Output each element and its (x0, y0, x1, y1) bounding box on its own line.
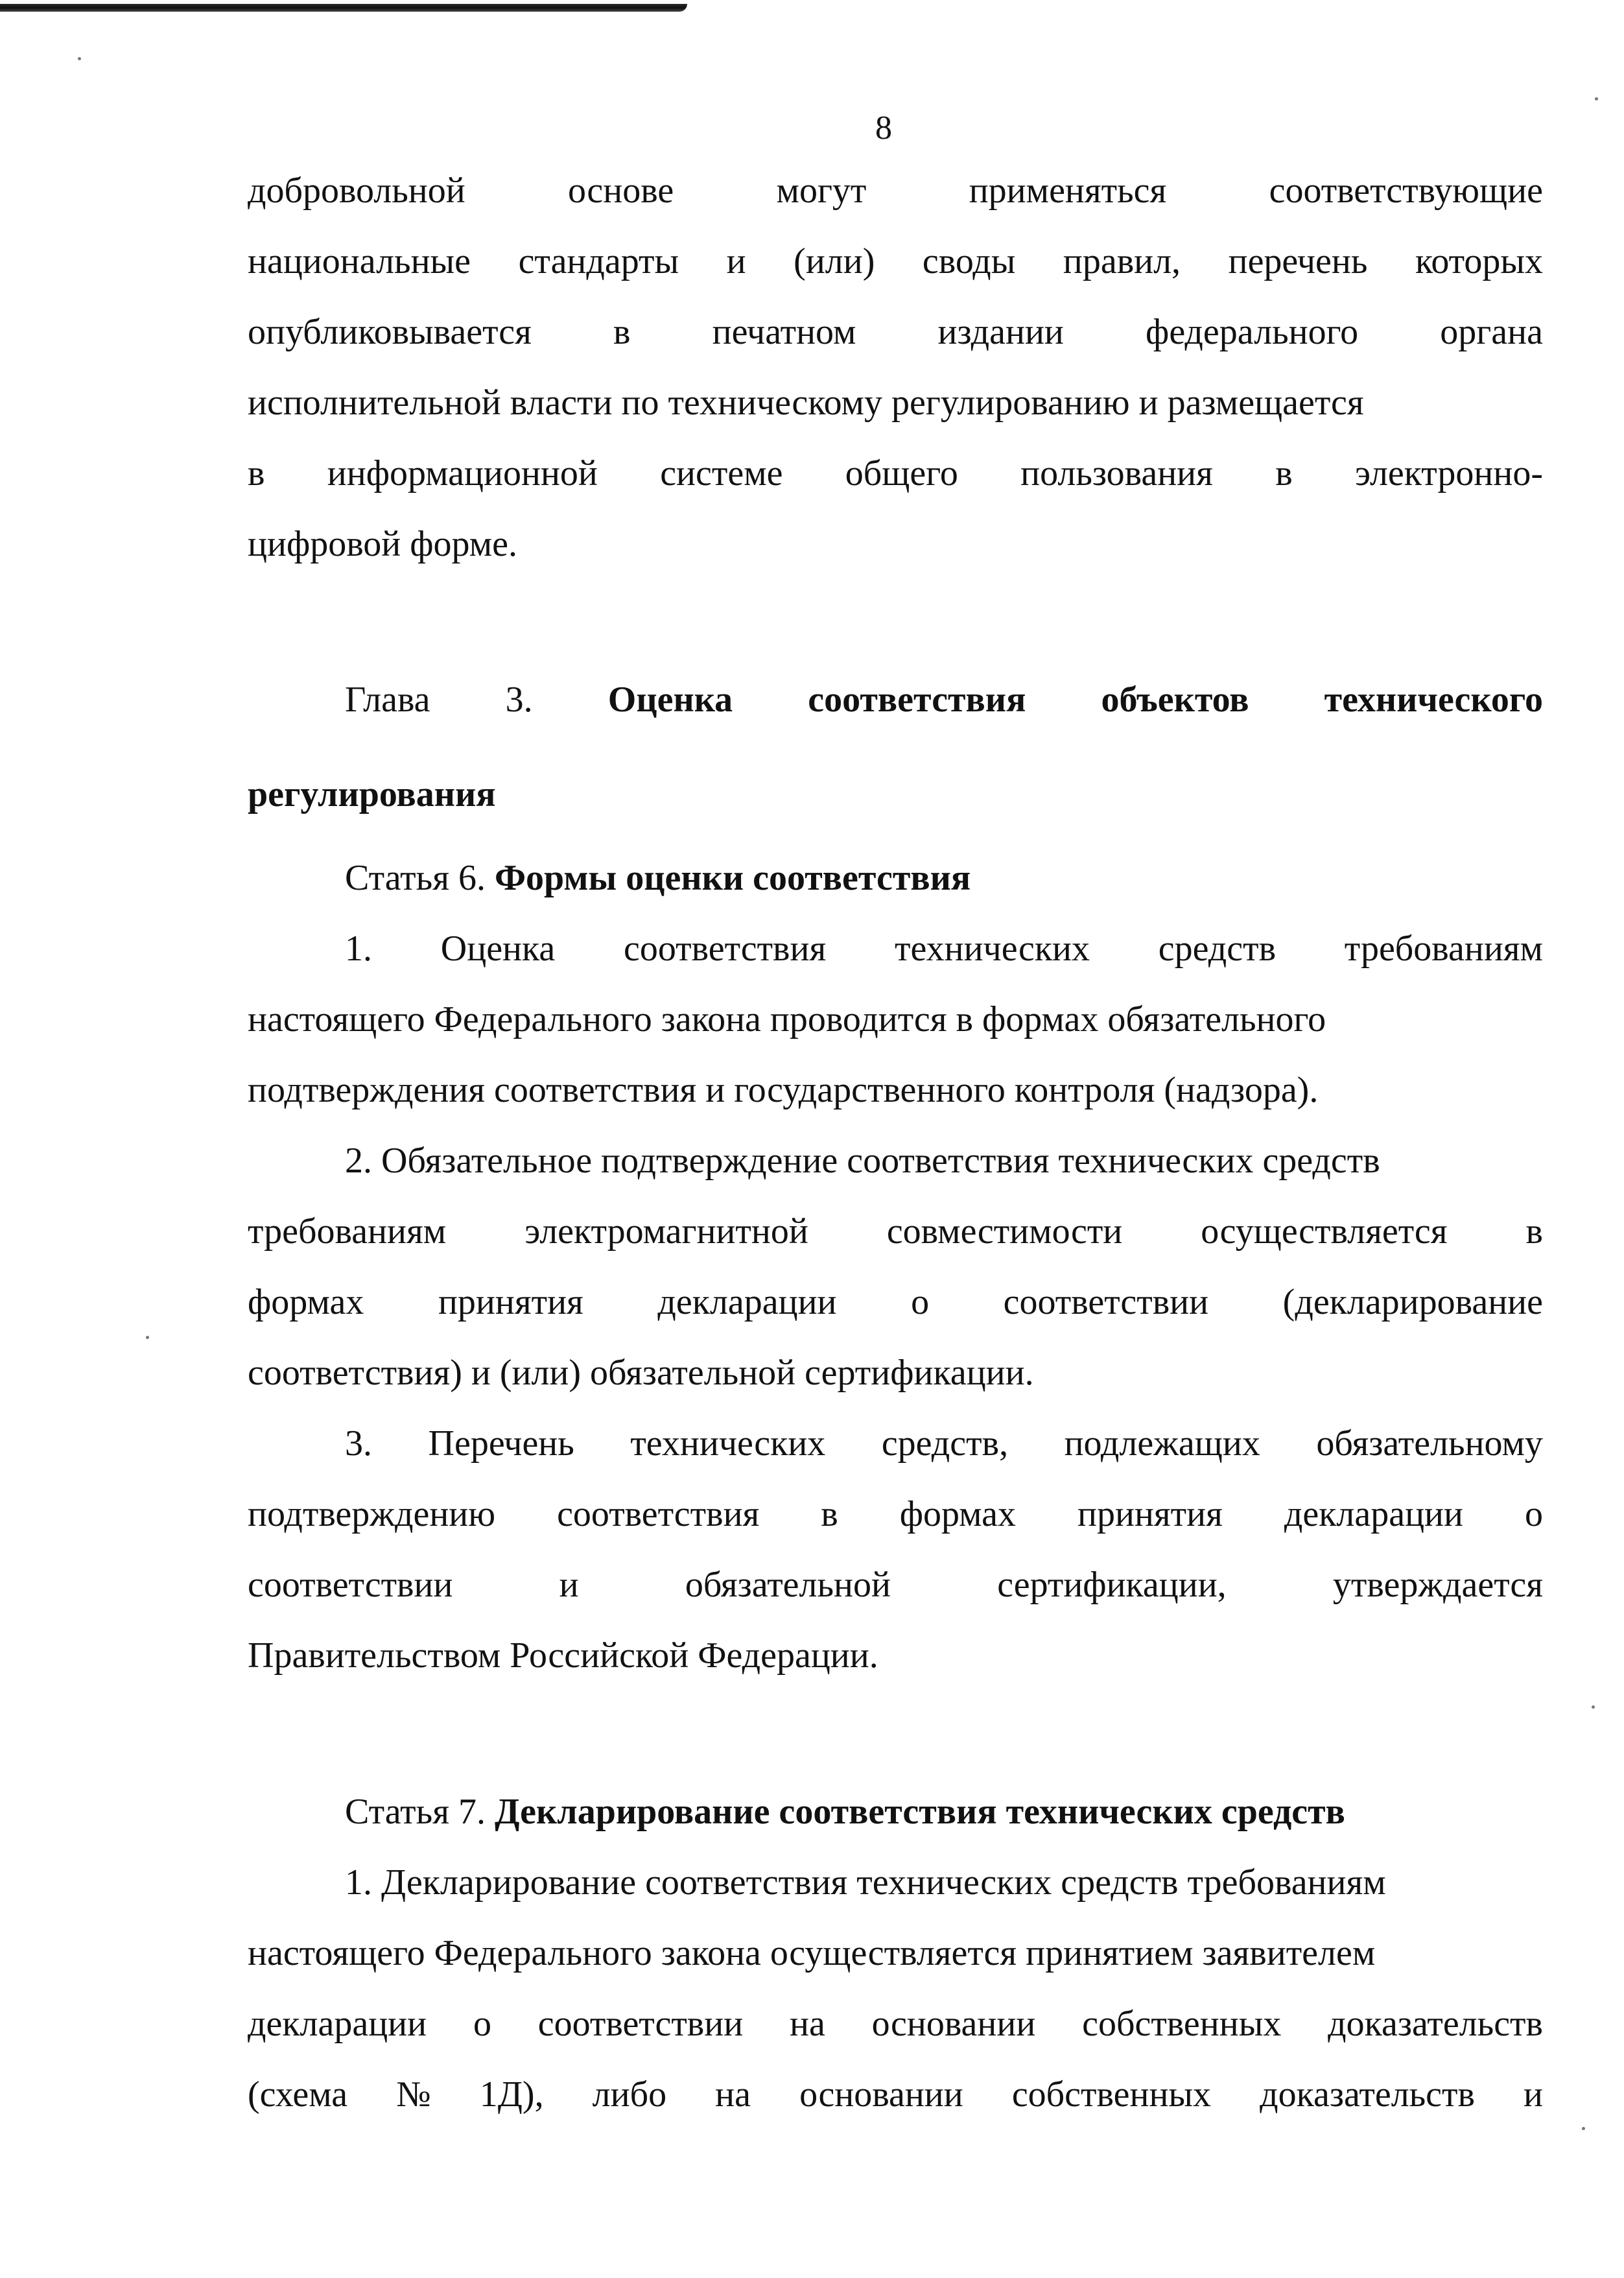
chapter-heading-continuation: регулирования (248, 774, 496, 814)
scan-speck (78, 57, 81, 60)
text-line: 1. Оценка соответствия технических средств требованиям (345, 929, 1543, 969)
scan-speck (1595, 97, 1598, 101)
scan-speck (1592, 1705, 1595, 1709)
page-number: 8 (875, 110, 892, 147)
chapter-heading-line: Глава 3. Оценка соответствия объектов технического (345, 680, 1543, 720)
text-line: подтверждению соответствия в формах принятия декларации о (248, 1494, 1543, 1534)
text-line: настоящего Федерального закона проводится в формах обязательного (248, 999, 1326, 1039)
text-line: декларации о соответствии на основании собственных доказательств (248, 2004, 1543, 2044)
text-line: добровольной основе могут применяться соответствующие (248, 171, 1543, 211)
text-line: в информационной системе общего пользования в электронно- (248, 453, 1543, 493)
intro-paragraph (248, 156, 1543, 580)
text-line: Правительством Российской Федерации. (248, 1635, 878, 1676)
scan-edge-line (0, 4, 687, 12)
text-line: соответствии и обязательной сертификации, утверждается (248, 1565, 1543, 1605)
scan-speck (1582, 2127, 1585, 2130)
text-line: настоящего Федерального закона осуществляется принятием заявителем (248, 1933, 1376, 1973)
text-line: формах принятия декларации о соответствии (декларирование (248, 1282, 1543, 1322)
text-line: 1. Декларирование соответствия технических средств требованиям (345, 1862, 1386, 1903)
article-6 (248, 843, 1543, 1691)
article-7-heading: Статья 7. Декларирование соответствия технических средств (345, 1792, 1345, 1832)
text-line: 3. Перечень технических средств, подлежащих обязательному (345, 1423, 1543, 1464)
text-line: национальные стандарты и (или) своды правил, перечень которых (248, 241, 1543, 281)
text-line: требованиям электромагнитной совместимости осуществляется в (248, 1211, 1543, 1252)
text-line: цифровой форме. (248, 524, 517, 564)
article-6-heading: Статья 6. Формы оценки соответствия (345, 858, 971, 898)
text-line: подтверждения соответствия и государственного контроля (надзора). (248, 1070, 1319, 1110)
article-7 (248, 1777, 1543, 2130)
chapter-heading (248, 665, 1543, 735)
text-line: (схема № 1Д), либо на основании собственных доказательств и (248, 2074, 1543, 2115)
text-line: 2. Обязательное подтверждение соответствия технических средств (345, 1141, 1380, 1181)
text-line: опубликовывается в печатном издании федерального органа (248, 312, 1543, 352)
text-line: соответствия) и (или) обязательной сертификации. (248, 1353, 1034, 1393)
scan-speck (146, 1336, 149, 1339)
text-line: исполнительной власти по техническому регулированию и размещается (248, 383, 1364, 423)
